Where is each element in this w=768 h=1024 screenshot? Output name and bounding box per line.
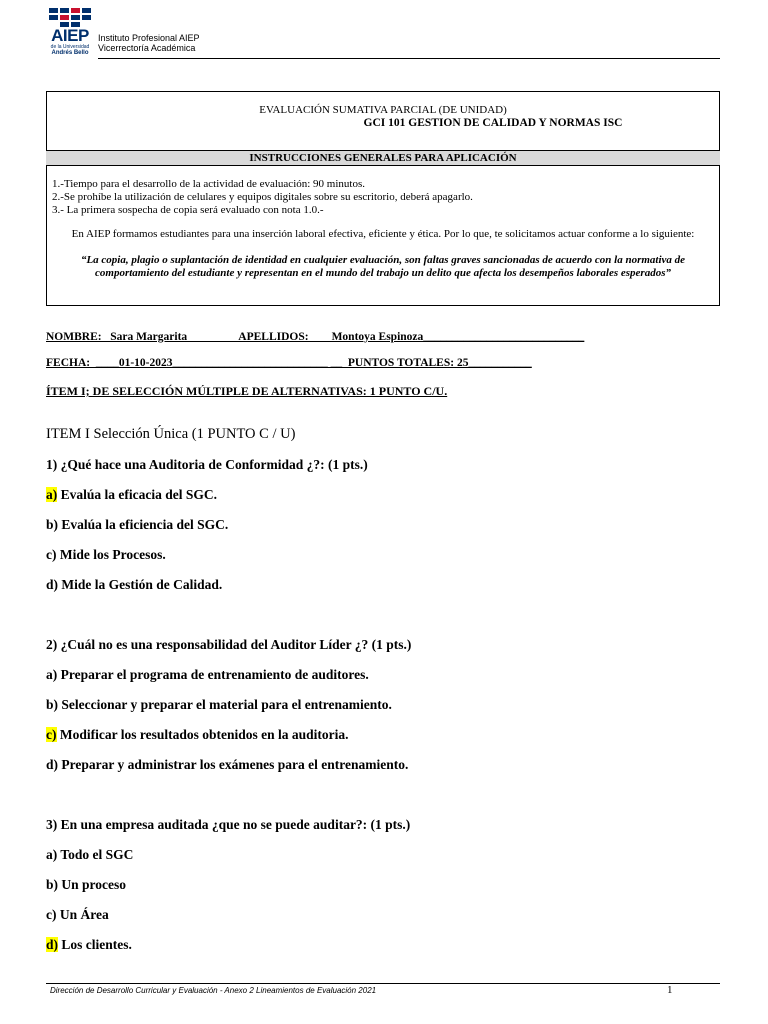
office-name: Vicerrectoría Académica [98, 43, 196, 53]
rule-item: 2.-Se prohíbe la utilización de celulares y equipos digitales sobre su escritorio, deberá apagarlo. [52, 191, 473, 203]
option-text: Todo el SGC [57, 847, 134, 862]
option-text: Mide los Procesos. [56, 547, 166, 562]
option-text: Preparar el programa de entrenamiento de auditores. [57, 667, 369, 682]
option-text: Modificar los resultados obtenidos en la auditoria. [56, 727, 349, 742]
option-letter: b) [46, 517, 59, 532]
question-2: 2) ¿Cuál no es una responsabilidad del Auditor Líder ¿? (1 pts.) [46, 637, 412, 652]
selected-answer-letter: a) [46, 487, 58, 502]
option-text: Evalúa la eficacia del SGC. [57, 487, 217, 502]
option-letter: c) [46, 907, 57, 922]
question-3-option-c[interactable] [46, 907, 109, 923]
question-2-option-b[interactable] [46, 697, 392, 713]
institution-name: Instituto Profesional AIEP [98, 33, 200, 43]
item-subheading: ITEM I Selección Única (1 PUNTO C / U) [46, 426, 296, 442]
question-1-option-b[interactable] [46, 517, 228, 533]
logo-subtext: de la Universidad [50, 44, 90, 50]
option-letter: c) [46, 547, 57, 562]
rule-item: 3.- La primera sospecha de copia será evaluado con nota 1.0.- [52, 204, 324, 216]
integrity-intro: En AIEP formamos estudiantes para una inserción laboral efectiva, eficiente y ética. Por lo que, te solicitamos actuar conforme a lo siguiente: [71, 228, 695, 240]
selected-answer-letter: c) [46, 727, 57, 742]
aiep-logo [47, 7, 93, 57]
rules-list [52, 178, 473, 217]
option-letter: b) [46, 877, 59, 892]
item-heading: ÍTEM I; DE SELECCIÓN MÚLTIPLE DE ALTERNATIVAS: 1 PUNTO C/U. [46, 384, 448, 398]
option-letter: b) [46, 697, 59, 712]
question-2-option-a[interactable] [46, 667, 369, 683]
question-2-option-d[interactable] [46, 757, 408, 773]
option-letter: d) [46, 757, 59, 772]
question-3: 3) En una empresa auditada ¿que no se puede auditar?: (1 pts.) [46, 817, 411, 832]
question-1-option-d[interactable] [46, 577, 222, 593]
integrity-quote: “La copia, plagio o suplantación de identidad en cualquier evaluación, son faltas graves sancionadas de acuerdo con la normativa de comportamiento del estudiante y representan en el mundo del trabajo un delito que afecta los desempeños laborales esperados” [80, 254, 686, 279]
question-1: 1) ¿Qué hace una Auditoria de Conformidad ¿?: (1 pts.) [46, 457, 368, 472]
evaluation-title: EVALUACIÓN SUMATIVA PARCIAL (DE UNIDAD) [259, 104, 507, 116]
logo-text: AIEP [51, 26, 89, 45]
option-text: Los clientes. [58, 937, 132, 952]
page-number: 1 [667, 984, 673, 996]
header-divider [98, 58, 720, 59]
option-text: Mide la Gestión de Calidad. [58, 577, 223, 592]
instructions-title: INSTRUCCIONES GENERALES PARA APLICACIÓN [46, 150, 720, 166]
option-text: Preparar y administrar los exámenes para el entrenamiento. [58, 757, 409, 772]
question-3-option-a[interactable] [46, 847, 133, 863]
option-text: Un Área [56, 907, 109, 922]
footer-text: Dirección de Desarrollo Curricular y Evaluación - Anexo 2 Lineamientos de Evaluación 2021 [50, 986, 377, 995]
question-2-option-c[interactable] [46, 727, 349, 743]
option-text: Un proceso [58, 877, 127, 892]
question-3-option-d[interactable] [46, 937, 132, 953]
course-title: GCI 101 GESTION DE CALIDAD Y NORMAS ISC [363, 117, 623, 129]
option-text: Evalúa la eficiencia del SGC. [58, 517, 229, 532]
logo-subtext-2: Andrés Bello [51, 50, 89, 56]
question-1-option-a[interactable] [46, 487, 217, 503]
footer-divider [46, 983, 720, 984]
question-3-option-b[interactable] [46, 877, 126, 893]
option-letter: a) [46, 847, 58, 862]
selected-answer-letter: d) [46, 937, 59, 952]
option-text: Seleccionar y preparar el material para el entrenamiento. [58, 697, 392, 712]
student-name-line: NOMBRE: Sara Margarita APELLIDOS: Montoya Espinoza____________________________ [46, 331, 585, 343]
option-letter: a) [46, 667, 58, 682]
date-points-line: FECHA: ____01-10-2023___________________________ __ PUNTOS TOTALES: 25___________ [46, 357, 532, 369]
institution-block [98, 33, 200, 53]
question-1-option-c[interactable] [46, 547, 166, 563]
option-letter: d) [46, 577, 59, 592]
rule-item: 1.-Tiempo para el desarrollo de la actividad de evaluación: 90 minutos. [52, 178, 366, 190]
